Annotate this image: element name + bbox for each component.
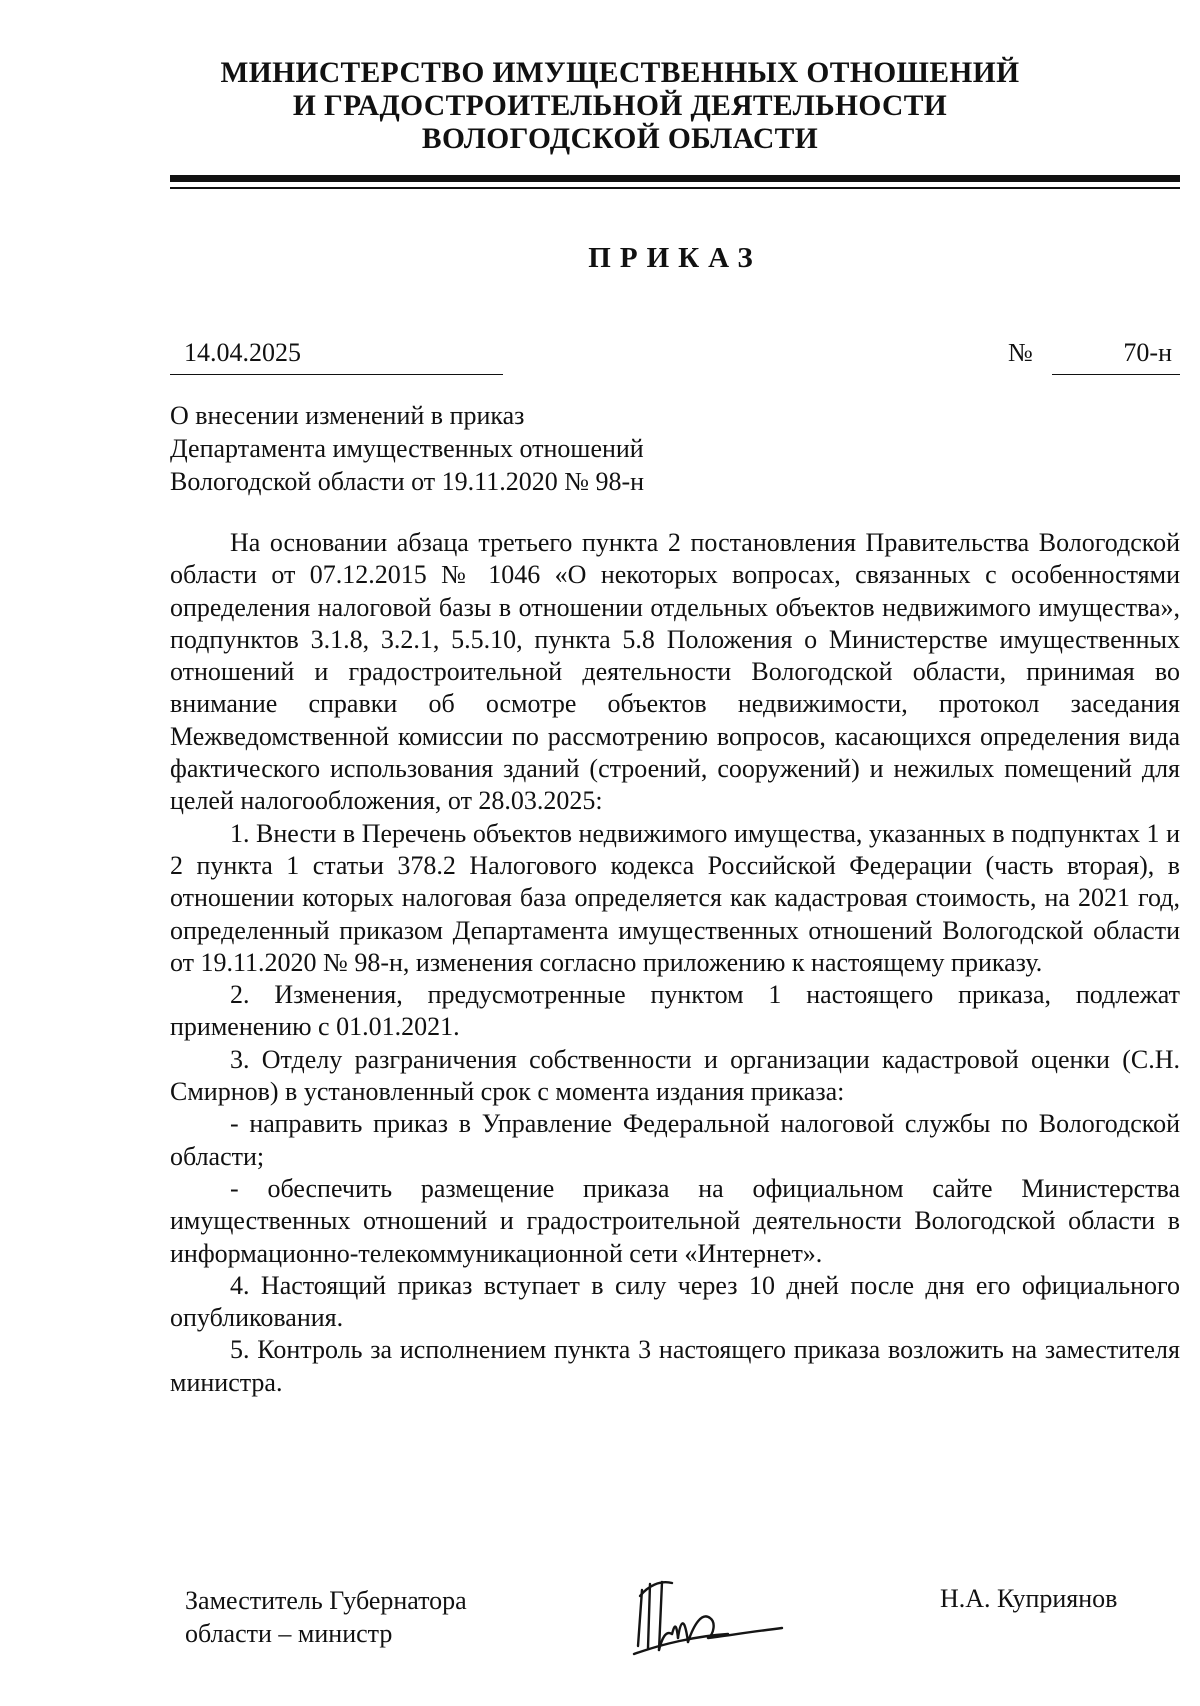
item-3-subitem-1: - направить приказ в Управление Федеральной налоговой службы по Вологодской области; <box>170 1109 1180 1171</box>
item-2-paragraph: 2. Изменения, предусмотренные пунктом 1 настоящего приказа, подлежат применению с 01.01.2021. <box>170 980 1180 1042</box>
document-body <box>170 527 1180 1399</box>
subject-line-3: Вологодской области от 19.11.2020 № 98-н <box>170 467 645 496</box>
subject-line-1: О внесении изменений в приказ <box>170 401 525 430</box>
intro-paragraph: На основании абзаца третьего пункта 2 постановления Правительства Вологодской области от 07.12.2015 № 1046 «О некоторых вопросах, связанных с особенностями определения налоговой базы в отношении отдельных объектов недвижимого имущества», подпунктов 3.1.8, 3.2.1, 5.5.10, пункта 5.8 Положения о Министерстве имущественных отношений и градостроительной деятельности Вологодской области, принимая во внимание справки об осмотре объектов недвижимости, протокол заседания Межведомственной комиссии по рассмотрению вопросов, касающихся определения вида фактического использования зданий (строений, сооружений) и нежилых помещений для целей налогообложения, от 28.03.2025: <box>170 528 1180 816</box>
document-subject <box>170 399 644 498</box>
subject-line-2: Департамента имущественных отношений <box>170 434 644 463</box>
number-sign: № <box>1008 338 1033 367</box>
item-5-paragraph: 5. Контроль за исполнением пункта 3 настоящего приказа возложить на заместителя министра. <box>170 1335 1180 1397</box>
item-1-paragraph: 1. Внести в Перечень объектов недвижимого имущества, указанных в подпунктах 1 и 2 пункта 1 статьи 378.2 Налогового кодекса Российской Федерации (часть вторая), в отношении которых налоговая база определяется как кадастровая стоимость, на 2021 год, определенный приказом Департамента имущественных отношений Вологодской области от 19.11.2020 № 98-н, изменения согласно приложению к настоящему приказу. <box>170 818 1180 977</box>
date-field <box>170 338 503 375</box>
number-value: 70-н <box>1123 338 1172 367</box>
signatory-name: Н.А. Куприянов <box>940 1584 1118 1613</box>
signatory-title-line-1: Заместитель Губернатора <box>185 1586 467 1615</box>
date-value: 14.04.2025 <box>184 338 301 367</box>
signatory-title <box>185 1584 467 1650</box>
ministry-header <box>170 57 1070 156</box>
item-4-paragraph: 4. Настоящий приказ вступает в силу через 10 дней после дня его официального опубликования. <box>170 1270 1180 1333</box>
number-field <box>1052 338 1180 375</box>
header-divider-thick <box>170 175 1180 182</box>
item-3-subitem-2: - обеспечить размещение приказа на официальном сайте Министерства имущественных отношений и градостроительной деятельности Вологодской области в информационно-телекоммуникационной сети «Интернет». <box>170 1173 1180 1268</box>
document-type-title: ПРИКАЗ <box>588 242 762 274</box>
header-line-1: МИНИСТЕРСТВО ИМУЩЕСТВЕННЫХ ОТНОШЕНИЙ <box>220 57 1020 89</box>
header-line-3: ВОЛОГОДСКОЙ ОБЛАСТИ <box>421 123 819 155</box>
header-line-2: И ГРАДОСТРОИТЕЛЬНОЙ ДЕЯТЕЛЬНОСТИ <box>292 90 948 122</box>
header-divider-thin <box>170 187 1180 189</box>
signatory-title-line-2: области – министр <box>185 1619 393 1648</box>
item-3-paragraph: 3. Отделу разграничения собственности и организации кадастровой оценки (С.Н. Смирнов) в установленный срок с момента издания приказа: <box>170 1044 1180 1107</box>
handwritten-signature <box>632 1572 792 1657</box>
